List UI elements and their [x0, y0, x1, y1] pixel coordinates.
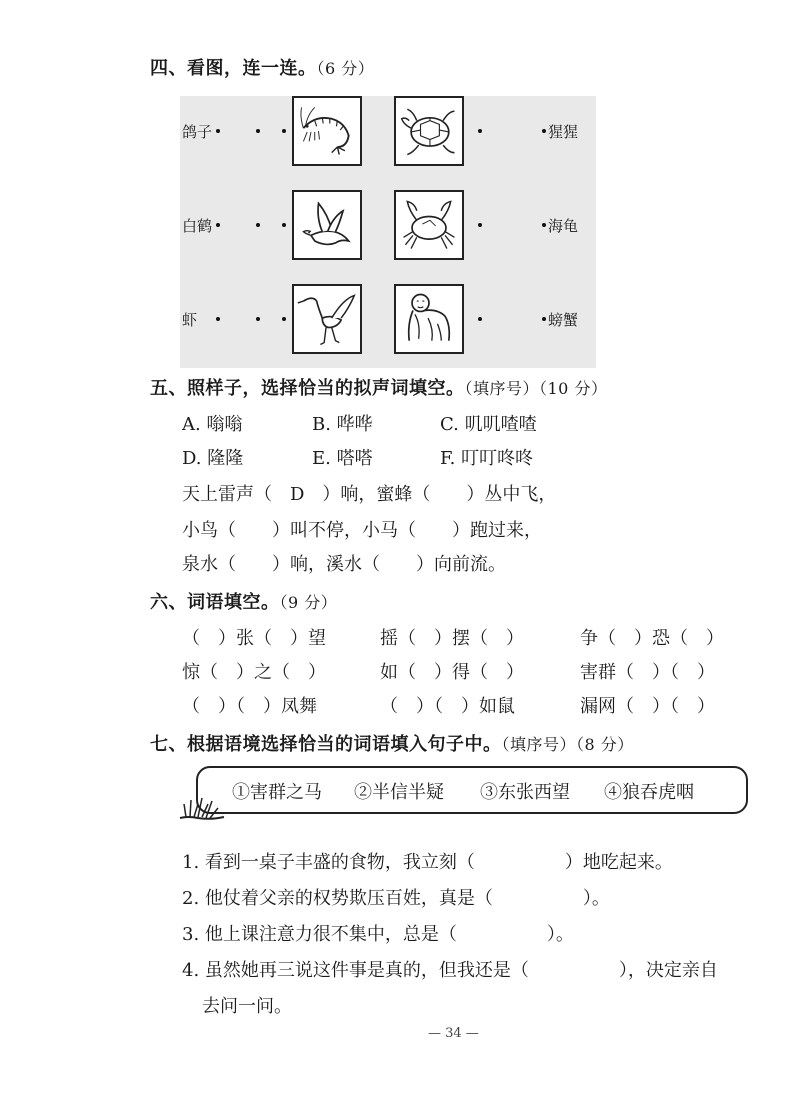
connect-dot[interactable] [478, 223, 482, 227]
left-label-dot[interactable] [216, 223, 220, 227]
section6-heading [150, 588, 337, 614]
connect-dot[interactable] [542, 129, 546, 133]
option-c: C. 叽叽喳喳 [440, 414, 537, 435]
section4-heading [150, 54, 374, 80]
connect-dot[interactable] [256, 129, 260, 133]
gorilla-icon [396, 286, 462, 352]
crane-icon [294, 286, 360, 352]
option-e: E. 嗒嗒 [312, 448, 373, 469]
right-label-crab: 螃蟹 [548, 311, 579, 329]
sentence-4: 4. 虽然她再三说这件事是真的，但我还是（ ），决定亲自 [182, 960, 718, 981]
fill-line-1: 天上雷声（ D ）响，蜜蜂（ ）丛中飞， [182, 484, 557, 505]
connect-dot[interactable] [282, 317, 286, 321]
section6-points: （9 分） [279, 593, 338, 612]
left-label-white-crane: 白鹤 [182, 217, 213, 235]
option-d: D. 隆隆 [182, 448, 244, 469]
sentence-3: 3. 他上课注意力很不集中，总是（ ）。 [182, 924, 574, 945]
matching-panel [180, 96, 596, 368]
fill-line-2: 小鸟（ ）叫不停，小马（ ）跑过来， [182, 520, 542, 541]
page-number: — 34 — [428, 1026, 479, 1041]
word-bank-item-2: ②半信半疑 [354, 782, 444, 803]
section4-points: （6 分） [316, 59, 375, 78]
section6-title: 六、词语填空。 [150, 592, 280, 613]
connect-dot[interactable] [256, 223, 260, 227]
crab-picture [394, 190, 464, 260]
idiom-2-3: 害群（ ）（ ） [580, 662, 715, 683]
sentence-1: 1. 看到一桌子丰盛的食物，我立刻（ ）地吃起来。 [182, 852, 673, 873]
right-label-sea-turtle: 海龟 [548, 217, 579, 235]
word-bank-box [196, 766, 748, 814]
connect-dot[interactable] [478, 129, 482, 133]
connect-dot[interactable] [282, 223, 286, 227]
left-label-dot[interactable] [216, 129, 220, 133]
idiom-3-2: （ ）（ ）如鼠 [380, 696, 515, 717]
section5-points: （填序号）（10 分） [464, 379, 608, 398]
gorilla-picture [394, 284, 464, 354]
crane-picture [292, 284, 362, 354]
shrimp-picture [292, 96, 362, 166]
left-label-pigeon: 鸽子 [182, 123, 213, 141]
grass-decoration [178, 792, 226, 822]
connect-dot[interactable] [282, 129, 286, 133]
left-label-shrimp: 虾 [182, 311, 198, 329]
shrimp-icon [294, 98, 360, 164]
connect-dot[interactable] [256, 317, 260, 321]
section4-title: 四、看图，连一连。 [150, 58, 317, 79]
sentence-2: 2. 他仗着父亲的权势欺压百姓，真是（ ）。 [182, 888, 610, 909]
grass-icon [178, 792, 226, 822]
connect-dot[interactable] [542, 317, 546, 321]
left-label-dot[interactable] [216, 317, 220, 321]
idiom-1-2: 摇（ ）摆（ ） [380, 628, 524, 649]
turtle-picture [394, 96, 464, 166]
fill-line-3: 泉水（ ）响，溪水（ ）向前流。 [182, 554, 506, 575]
connect-dot[interactable] [542, 223, 546, 227]
section7-heading [150, 730, 634, 756]
idiom-1-1: （ ）张（ ）望 [182, 628, 326, 649]
section5-title: 五、照样子，选择恰当的拟声词填空。 [150, 378, 465, 399]
right-label-orangutan: 猩猩 [548, 123, 579, 141]
sentence-4-continuation: 去问一问。 [202, 996, 292, 1017]
idiom-1-3: 争（ ）恐（ ） [580, 628, 724, 649]
connect-dot[interactable] [478, 317, 482, 321]
option-b: B. 哗哗 [312, 414, 373, 435]
crab-icon [396, 192, 462, 258]
idiom-3-3: 漏网（ ）（ ） [580, 696, 715, 717]
word-bank-item-3: ③东张西望 [480, 782, 570, 803]
option-a: A. 嗡嗡 [182, 414, 243, 435]
dove-icon [294, 192, 360, 258]
idiom-2-2: 如（ ）得（ ） [380, 662, 524, 683]
section5-heading [150, 374, 607, 400]
dove-picture [292, 190, 362, 260]
word-bank-item-4: ④狼吞虎咽 [604, 782, 694, 803]
section7-title: 七、根据语境选择恰当的词语填入句子中。 [150, 734, 502, 755]
word-bank-item-1: ①害群之马 [232, 782, 322, 803]
idiom-3-1: （ ）（ ）凤舞 [182, 696, 317, 717]
turtle-icon [396, 98, 462, 164]
section7-points: （填序号）（8 分） [501, 735, 634, 754]
idiom-2-1: 惊（ ）之（ ） [182, 662, 326, 683]
option-f: F. 叮叮咚咚 [440, 448, 534, 469]
